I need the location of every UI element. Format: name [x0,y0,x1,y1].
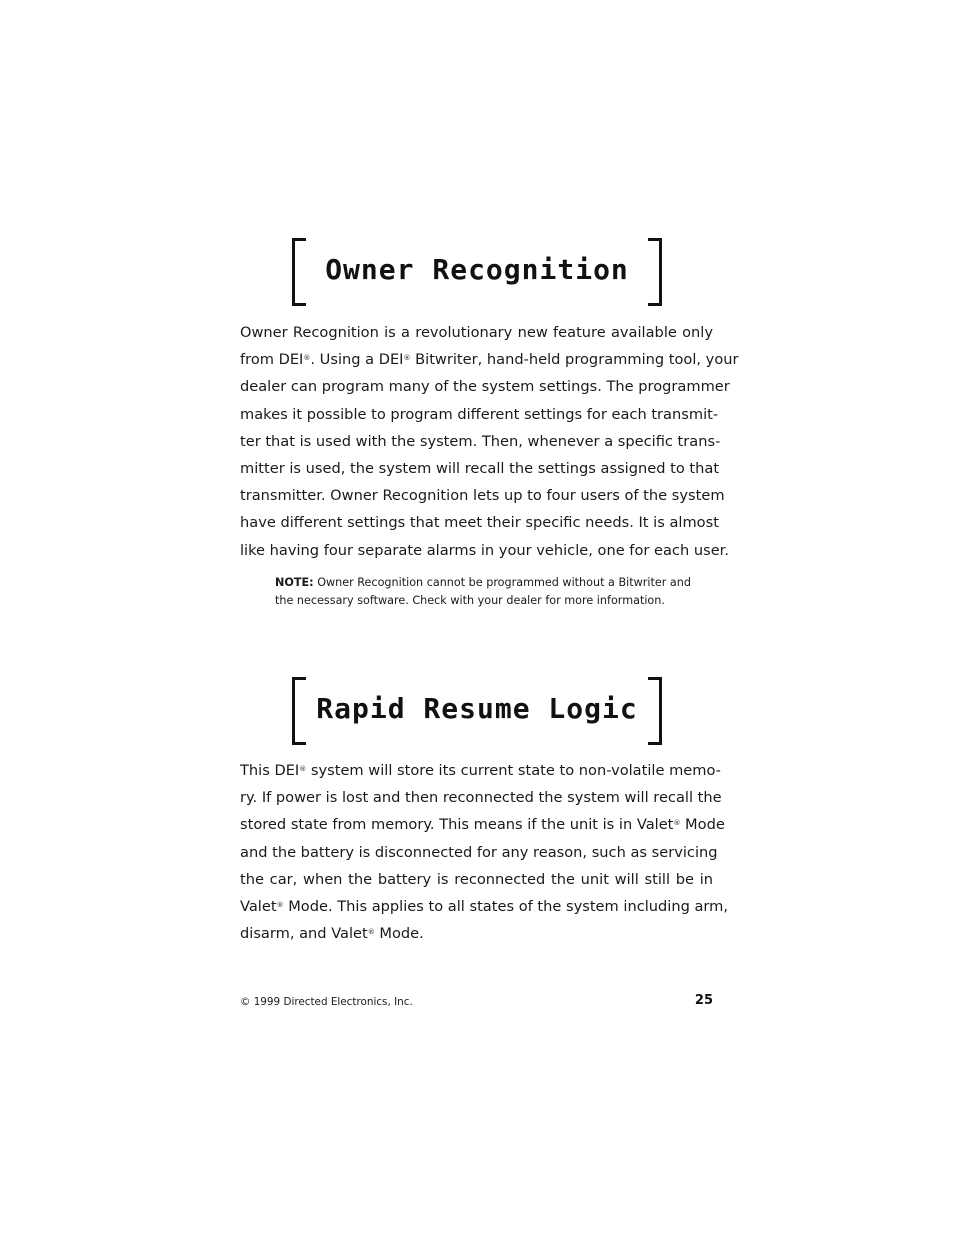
note-label: NOTE: [275,576,314,589]
copyright-notice: © 1999 Directed Electronics, Inc. [240,996,413,1008]
page-number: 25 [694,993,713,1008]
body-line: mitter is used, the system will recall the settings assigned to that [240,459,720,477]
note-line: the necessary software. Check with your dealer for more information. [275,594,665,607]
body-line: like having four separate alarms in your vehicle, one for each user. [240,541,729,559]
note-text: Owner Recognition cannot be programmed without a Bitwriter and [317,576,691,589]
body-line: Valet® Mode. This applies to all states of the system including arm, [240,897,729,915]
body-line: disarm, and Valet® Mode. [240,925,424,943]
body-line: ry. If power is lost and then reconnected the system will recall the [240,789,722,807]
right-bracket-icon [648,238,662,306]
body-line: ter that is used with the system. Then, whenever a specific trans- [240,432,721,450]
registered-mark: ® [673,819,681,828]
body-line: the car, when the battery is reconnected the unit will still be in [240,870,713,888]
body-line: dealer can program many of the system settings. The programmer [240,378,730,396]
registered-mark: ® [276,900,284,909]
registered-mark: ® [403,354,411,363]
right-bracket-icon [648,677,662,745]
body-line: from DEI®. Using a DEI® Bitwriter, hand-held programming tool, your [240,351,739,369]
registered-mark: ® [367,928,375,937]
note-line [275,574,695,592]
body-line: stored state from memory. This means if the unit is in Valet® Mode [240,816,725,834]
body-line: have different settings that meet their specific needs. It is almost [240,514,719,532]
registered-mark: ® [299,765,307,773]
owner-recognition-title: Owner Recognition [325,253,629,286]
owner-recognition-note [275,574,695,610]
rapid-resume-logic-heading [292,677,662,747]
registered-mark: ® [303,354,311,363]
body-line: and the battery is disconnected for any reason, such as servicing [240,843,718,861]
rapid-resume-logic-body [240,757,729,947]
body-line: Owner Recognition is a revolutionary new feature available only [240,324,713,341]
rapid-resume-logic-title: Rapid Resume Logic [316,692,638,725]
body-line: makes it possible to program different settings for each transmit- [240,405,719,423]
owner-recognition-heading [292,238,662,308]
body-line: transmitter. Owner Recognition lets up to four users of the system [240,487,725,505]
body-line: This DEI® system will store its current state to non-volatile memo- [240,762,721,779]
owner-recognition-body [240,319,739,564]
